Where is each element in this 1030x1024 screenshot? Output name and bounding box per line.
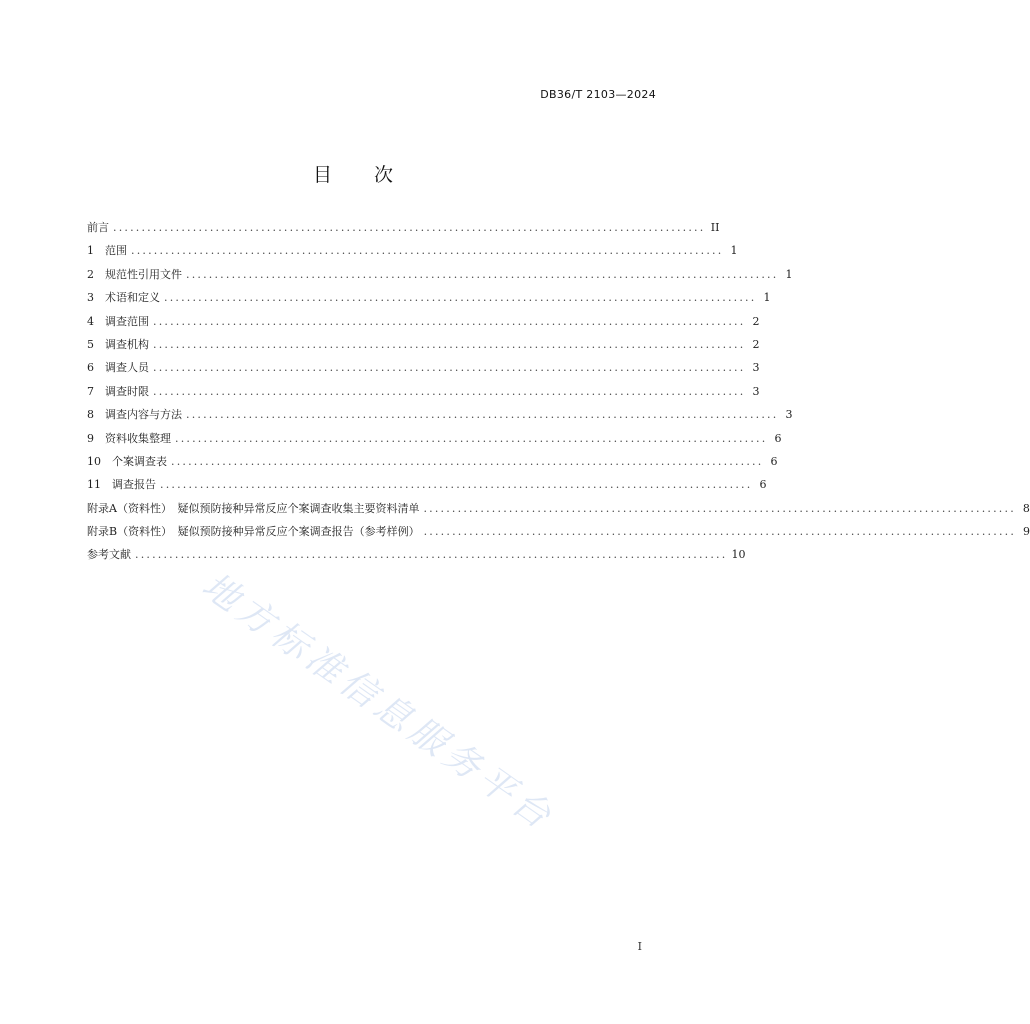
toc-leader-dots: ........................................................................................................ — [153, 337, 746, 351]
toc-entry[interactable] — [87, 545, 746, 568]
toc-entry-label: 7 调查时限 — [87, 384, 149, 398]
toc-entry-label: 9 资料收集整理 — [87, 431, 171, 445]
toc-entry-page: 2 — [752, 314, 760, 328]
toc-entry[interactable] — [87, 452, 778, 475]
toc-leader-dots: ........................................................................................................ — [423, 525, 1017, 539]
toc-entry-page: 6 — [774, 431, 782, 445]
toc-entry-page: 1 — [785, 267, 793, 281]
toc-entry[interactable] — [87, 382, 760, 405]
toc-leader-dots: ........................................................................................................ — [186, 408, 779, 422]
toc-entry-label: 参考文献 — [87, 548, 131, 562]
toc-entry-page: II — [710, 221, 720, 234]
toc-leader-dots: ........................................................................................................ — [131, 244, 724, 258]
standard-code: DB36/T 2103—2024 — [540, 88, 656, 101]
toc-leader-dots: ........................................................................................................ — [164, 291, 757, 305]
toc-entry-label: 5 调查机构 — [87, 337, 149, 351]
toc-leader-dots: ........................................................................................................ — [153, 314, 746, 328]
toc-entry[interactable] — [87, 288, 771, 311]
toc-entry[interactable] — [87, 522, 1030, 545]
toc-leader-dots: ........................................................................................................ — [113, 221, 706, 234]
toc-entry-label: 6 调查人员 — [87, 361, 149, 375]
toc-entry[interactable] — [87, 241, 738, 264]
toc-leader-dots: ........................................................................................................ — [153, 361, 746, 375]
watermark: 地方标准信息服务平台 — [194, 565, 563, 840]
toc-entry[interactable] — [87, 405, 793, 428]
toc-entry-label: 2 规范性引用文件 — [87, 267, 182, 281]
toc-entry-label: 10 个案调查表 — [87, 454, 167, 468]
toc-entry-label: 1 范围 — [87, 244, 127, 258]
toc-entry-label: 3 术语和定义 — [87, 291, 160, 305]
toc-entry-page: 10 — [731, 548, 746, 562]
toc-entry[interactable] — [87, 312, 760, 335]
toc-entry-page: 9 — [1023, 525, 1030, 539]
page-number: I — [637, 940, 642, 953]
toc-leader-dots: ........................................................................................................ — [135, 548, 728, 562]
toc-entry-label: 4 调查范围 — [87, 314, 149, 328]
toc-entry[interactable] — [87, 358, 760, 381]
toc-entry-page: 3 — [752, 384, 760, 398]
toc-leader-dots: ........................................................................................................ — [175, 431, 768, 445]
toc-entry-label: 8 调查内容与方法 — [87, 408, 182, 422]
toc-entry-page: 6 — [759, 478, 767, 492]
toc-entry-page: 3 — [785, 408, 793, 422]
toc-entry[interactable] — [87, 475, 767, 498]
toc-entry[interactable] — [87, 265, 793, 288]
toc-entry-page: 1 — [763, 291, 771, 305]
toc-entry-label: 附录A（资料性） 疑似预防接种异常反应个案调查收集主要资料清单 — [87, 501, 420, 515]
toc-entry[interactable] — [87, 218, 720, 241]
toc-entry[interactable] — [87, 429, 782, 452]
toc-entry[interactable] — [87, 335, 760, 358]
toc-entry-page: 3 — [752, 361, 760, 375]
toc-leader-dots: ........................................................................................................ — [423, 501, 1016, 515]
toc-leader-dots: ........................................................................................................ — [153, 384, 746, 398]
toc-leader-dots: ........................................................................................................ — [186, 267, 779, 281]
page-title: 目 次 — [312, 164, 412, 186]
toc-leader-dots: ........................................................................................................ — [171, 454, 764, 468]
toc-entry[interactable] — [87, 499, 1030, 522]
toc-entry-page: 6 — [770, 454, 778, 468]
toc-entry-page: 2 — [752, 337, 760, 351]
toc-entry-label: 附录B（资料性） 疑似预防接种异常反应个案调查报告（参考样例） — [87, 525, 420, 539]
toc-entry-label: 前言 — [87, 221, 109, 234]
toc-leader-dots: ........................................................................................................ — [160, 478, 753, 492]
table-of-contents — [87, 218, 1030, 569]
toc-entry-label: 11 调查报告 — [87, 478, 156, 492]
toc-entry-page: 8 — [1022, 501, 1030, 515]
toc-entry-page: 1 — [730, 244, 738, 258]
